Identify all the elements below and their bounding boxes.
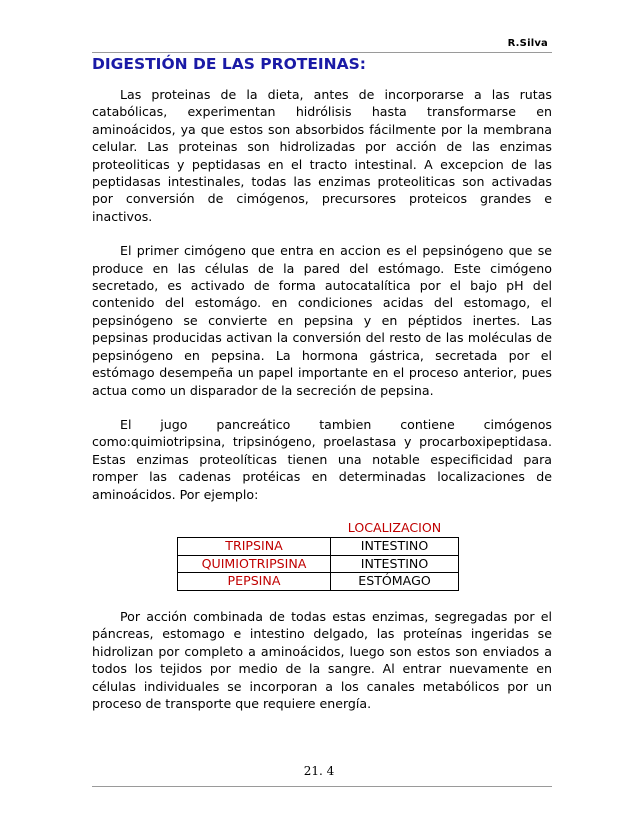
location-cell: ESTÓMAGO bbox=[331, 573, 459, 591]
paragraph-intro: Las proteinas de la dieta, antes de incorporarse a las rutas catabólicas, experimentan hidrólisis hasta transformarse en aminoácidos, ya que estos son absorbidos fácilmente por la membrana celular. Las proteinas son hidrolizadas por acción de las enzimas proteoliticas y peptidasas en el tracto intestinal. A excepcion de las peptidasas intestinales, todas las enzimas proteoliticas son activadas por conversión de cimógenos, precursores proteicos grandes e inactivos. bbox=[92, 87, 552, 224]
enzyme-name-cell: PEPSINA bbox=[178, 573, 331, 591]
document-body bbox=[92, 86, 552, 729]
table-header-row bbox=[178, 520, 459, 538]
enzyme-table-wrap bbox=[92, 520, 552, 591]
enzyme-name-cell: TRIPSINA bbox=[178, 538, 331, 556]
location-cell: INTESTINO bbox=[331, 555, 459, 573]
enzyme-location-table bbox=[177, 520, 459, 591]
page-title: DIGESTIÓN DE LAS PROTEINAS: bbox=[92, 55, 367, 73]
table-header-blank bbox=[178, 520, 331, 538]
table-row bbox=[178, 573, 459, 591]
table-column-header: LOCALIZACION bbox=[347, 519, 442, 535]
header-author: R.Silva bbox=[507, 38, 548, 49]
table-row bbox=[178, 555, 459, 573]
table-row bbox=[178, 538, 459, 556]
paragraph-conclusion: Por acción combinada de todas estas enzimas, segregadas por el páncreas, estomago e intestino delgado, las proteínas ingeridas se hidrolizan por completo a aminoácidos, luego son estos son enviados a todos los tejidos por medio de la sangre. Al entrar nuevamente en células individuales se incorporan a los canales metabólicos por un proceso de transporte que requiere energía. bbox=[92, 608, 552, 711]
footer-divider bbox=[92, 786, 552, 787]
enzyme-name-cell: QUIMIOTRIPSINA bbox=[178, 555, 331, 573]
location-cell: INTESTINO bbox=[331, 538, 459, 556]
paragraph-pancreatic: El jugo pancreático tambien contiene cimógenos como:quimiotripsina, tripsinógeno, proelastasa y procarboxipeptidasa. Estas enzimas proteolíticas tienen una notable especificidad para romper las cadenas protéicas en determinadas localizaciones de aminoácidos. Por ejemplo: bbox=[92, 416, 552, 502]
page-number: 21. 4 bbox=[303, 764, 335, 778]
paragraph-pepsinogen: El primer cimógeno que entra en accion es el pepsinógeno que se produce en las células de la pared del estómago. Este cimógeno secretado, es activado de forma autocatalítica por el bajo pH del contenido del estomágo. en condiciones acidas del estomago, el pepsinógeno se convierte en pepsina y en péptidos inertes. Las pepsinas producidas activan la conversión del resto de las moléculas de pepsinógeno en pepsina. La hormona gástrica, secretada por el estómago desempeña un papel importante en el proceso anterior, pues actua como un disparador de la secreción de pepsina. bbox=[92, 243, 552, 398]
header-divider bbox=[92, 52, 552, 53]
